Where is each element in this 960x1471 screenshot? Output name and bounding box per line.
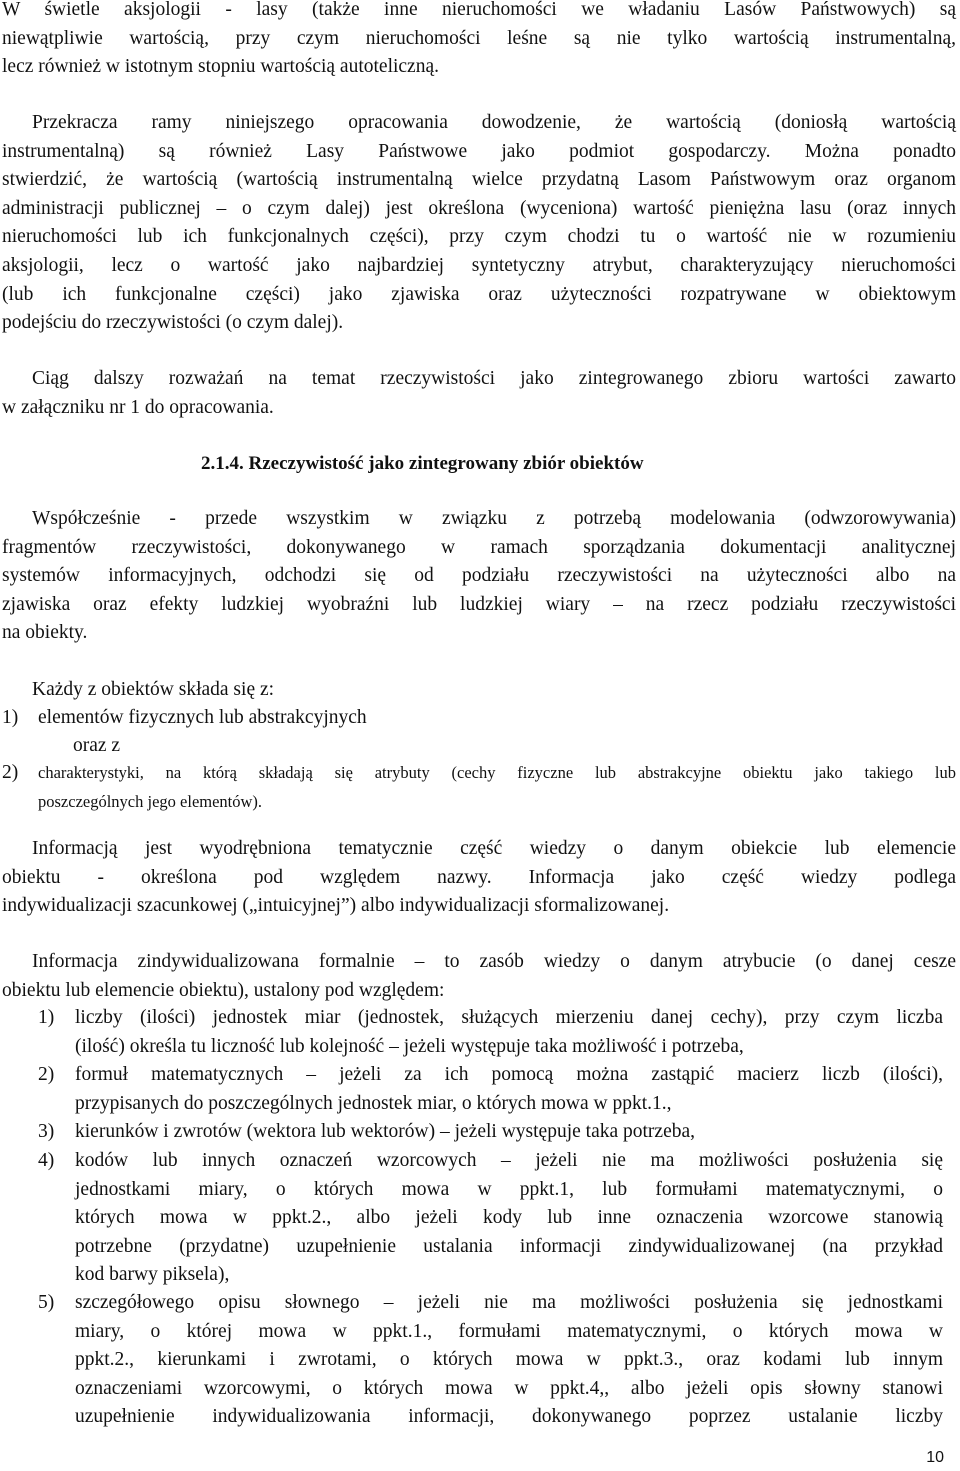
text-line: formuł matematycznych – jeżeli za ich pomocą można zastąpić macierz liczb (ilości),	[75, 1064, 943, 1085]
text-line: miary, o której mowa w ppkt.1., formułami matematycznymi, o których mowa w	[75, 1320, 943, 1342]
text-line: charakterystyki, na którą składają się atrybuty (cechy fizyczne lub abstrakcyjne obiektu jako takiego lub	[38, 763, 956, 782]
list-number: 5)	[38, 1292, 55, 1313]
text-line: przypisanych do poszczególnych jednostek miar, o których mowa w ppkt.1.,	[75, 1092, 672, 1114]
text-line: (ilość) określa tu liczność lub kolejność – jeżeli występuje taka możliwość i potrzeba,	[75, 1035, 744, 1057]
text-line: lecz również w istotnym stopniu wartością autoteliczną.	[2, 56, 439, 78]
text-line: indywidualizacji szacunkowej („intuicyjnej”) albo indywidualizacji sformalizowanej.	[2, 895, 670, 917]
list-number: 1)	[2, 707, 19, 728]
text-line: kierunków i zwrotów (wektora lub wektorów) – jeżeli występuje taka potrzeba,	[75, 1121, 696, 1142]
text-line: szczegółowego opisu słownego – jeżeli nie ma możliwości posłużenia się jednostkami	[75, 1292, 943, 1313]
text-line: zjawiska oraz efekty ludzkiej wyobraźni lub ludzkiej wiary – na rzecz podziału rzeczywistości	[2, 593, 956, 615]
list-number: 4)	[38, 1150, 55, 1171]
paragraph-continuation	[2, 365, 956, 422]
text-line: oznaczeniami wzorcowymi, o których mowa w ppkt.4,, albo jeżeli opis słowny stanowi	[75, 1377, 943, 1399]
text-line: obiektu lub elemencie obiektu), ustalony pod względem:	[2, 979, 445, 1001]
text-line: Przekracza ramy niniejszego opracowania dowodzenie, że wartością (doniosłą wartością	[32, 112, 956, 133]
text-line: Informacją jest wyodrębniona tematycznie część wiedzy o danym obiekcie lub elemencie	[32, 838, 956, 859]
text-line: poszczególnych jego elementów).	[38, 791, 263, 811]
list-number: 1)	[38, 1007, 55, 1028]
paragraph-objects	[2, 505, 956, 648]
section-heading: 2.1.4. Rzeczywistość jako zintegrowany zbiór obiektów	[201, 453, 644, 474]
text-line: systemów informacyjnych, odchodzi się od podziału rzeczywistości na użyteczności albo na	[2, 565, 956, 587]
paragraph-object-composition	[32, 676, 932, 705]
text-line: podejściu do rzeczywistości (o czym dalej).	[2, 312, 344, 334]
text-line: ppkt.2., kierunkami i zwrotami, o których mowa w ppkt.3., oraz kodami lub innym	[75, 1349, 943, 1371]
text-line: w załączniku nr 1 do opracowania.	[2, 396, 274, 418]
text-line: Współcześnie - przede wszystkim w związku z potrzebą modelowania (odwzorowywania)	[32, 508, 956, 529]
paragraph-lasy-panstwowe	[2, 109, 956, 338]
list-number: 2)	[2, 762, 19, 783]
text-line: kodów lub innych oznaczeń wzorcowych – jeżeli nie ma możliwości posłużenia się	[75, 1150, 943, 1171]
text-line: uzupełnienie indywidualizowania informacji, dokonywanego poprzez ustalanie liczby	[75, 1406, 943, 1428]
text-line: aksjologii, lecz o wartość jako najbardziej syntetyczny atrybut, charakteryzujący nieruchomości	[2, 254, 956, 276]
text-line: oraz z	[73, 735, 121, 756]
text-line: nieruchomości lub ich funkcjonalnych części), przy czym chodzi tu o wartość nie w rozumieniu	[2, 226, 956, 248]
text-line: jednostkami miary, o których mowa w ppkt.1, lub formułami matematycznymi, o	[75, 1178, 943, 1200]
text-line: kod barwy piksela),	[75, 1264, 230, 1286]
text-line: liczby (ilości) jednostek miar (jednostek, służących mierzeniu danej cechy), przy czym liczba	[75, 1007, 943, 1028]
text-line: obiektu - określona pod względem nazwy. Informacja jako część wiedzy podlega	[2, 866, 956, 888]
text-line: potrzebne (przydatne) uzupełnienie ustalania informacji zindywidualizowanej (na przykład	[75, 1235, 943, 1257]
text-line: administracji publicznej – o czym dalej) jest określona (wyceniona) wartość pieniężna lasu (oraz innych	[2, 197, 956, 219]
paragraph-axiology	[2, 0, 956, 82]
text-line: stwierdzić, że wartością (wartością instrumentalną wielce przydatną Lasom Państwowym oraz organom	[2, 169, 956, 191]
paragraph-formal-information	[2, 948, 956, 1005]
text-line: fragmentów rzeczywistości, dokonywanego w ramach sporządzania dokumentacji analitycznej	[2, 536, 956, 558]
text-line: W świetle aksjologii - lasy (także inne nieruchomości we władaniu Lasów Państwowych) są	[2, 0, 956, 20]
text-line: elementów fizycznych lub abstrakcyjnych	[38, 707, 367, 728]
page-number: 10	[926, 1449, 944, 1466]
text-line: instrumentalną) są również Lasy Państwowe jako podmiot gospodarczy. Można ponadto	[2, 140, 956, 162]
text-line: Każdy z obiektów składa się z:	[32, 679, 275, 700]
text-line: Ciąg dalszy rozważań na temat rzeczywistości jako zintegrowanego zbioru wartości zawarto	[32, 368, 956, 389]
text-line: na obiekty.	[2, 622, 88, 644]
text-line: których mowa w ppkt.2., albo jeżeli kody lub inne oznaczenia wzorcowe stanowią	[75, 1207, 943, 1229]
text-line: (lub ich funkcjonalne części) jako zjawiska oraz użyteczności rozpatrywane w obiektowym	[2, 283, 956, 305]
list-number: 3)	[38, 1121, 55, 1142]
list-number: 2)	[38, 1064, 55, 1085]
paragraph-information	[2, 835, 956, 921]
text-line: niewątpliwie wartością, przy czym nieruchomości leśne są nie tylko wartością instrumentalną,	[2, 27, 956, 49]
text-line: Informacja zindywidualizowana formalnie – to zasób wiedzy o danym atrybucie (o danej cesze	[32, 951, 956, 972]
